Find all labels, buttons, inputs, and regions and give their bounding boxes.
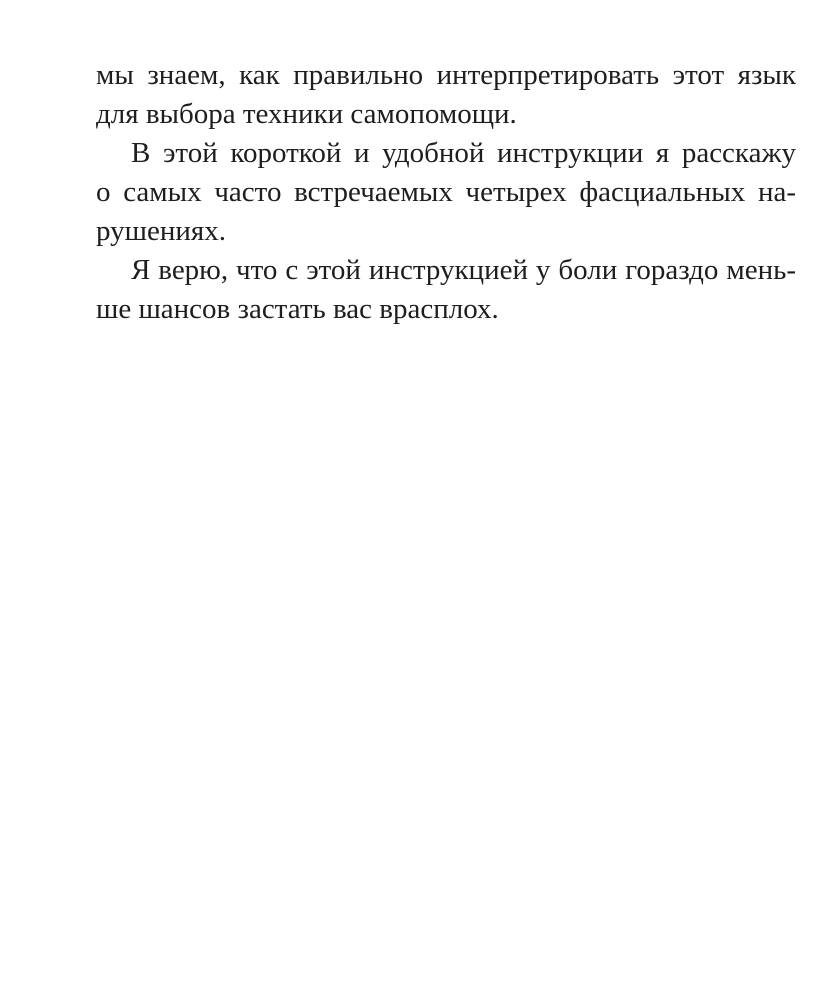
text-line: мы знаем, как правильно интерпретировать этот язык [96,59,796,91]
paragraph-3 [96,251,796,329]
text-line: В этой короткой и удобной инструкции я расскажу [131,137,796,169]
paragraph-2 [96,134,796,251]
document-page [96,56,796,329]
text-line: для выбора техники самопомощи. [96,98,517,130]
text-line: о самых часто встречаемых четырех фасциальных на- [96,176,796,208]
paragraph-1 [96,56,796,134]
text-line: Я верю, что с этой инструкцией у боли гораздо мень- [131,254,796,286]
text-line: ше шансов застать вас врасплох. [96,293,499,325]
text-line: рушениях. [96,215,226,247]
